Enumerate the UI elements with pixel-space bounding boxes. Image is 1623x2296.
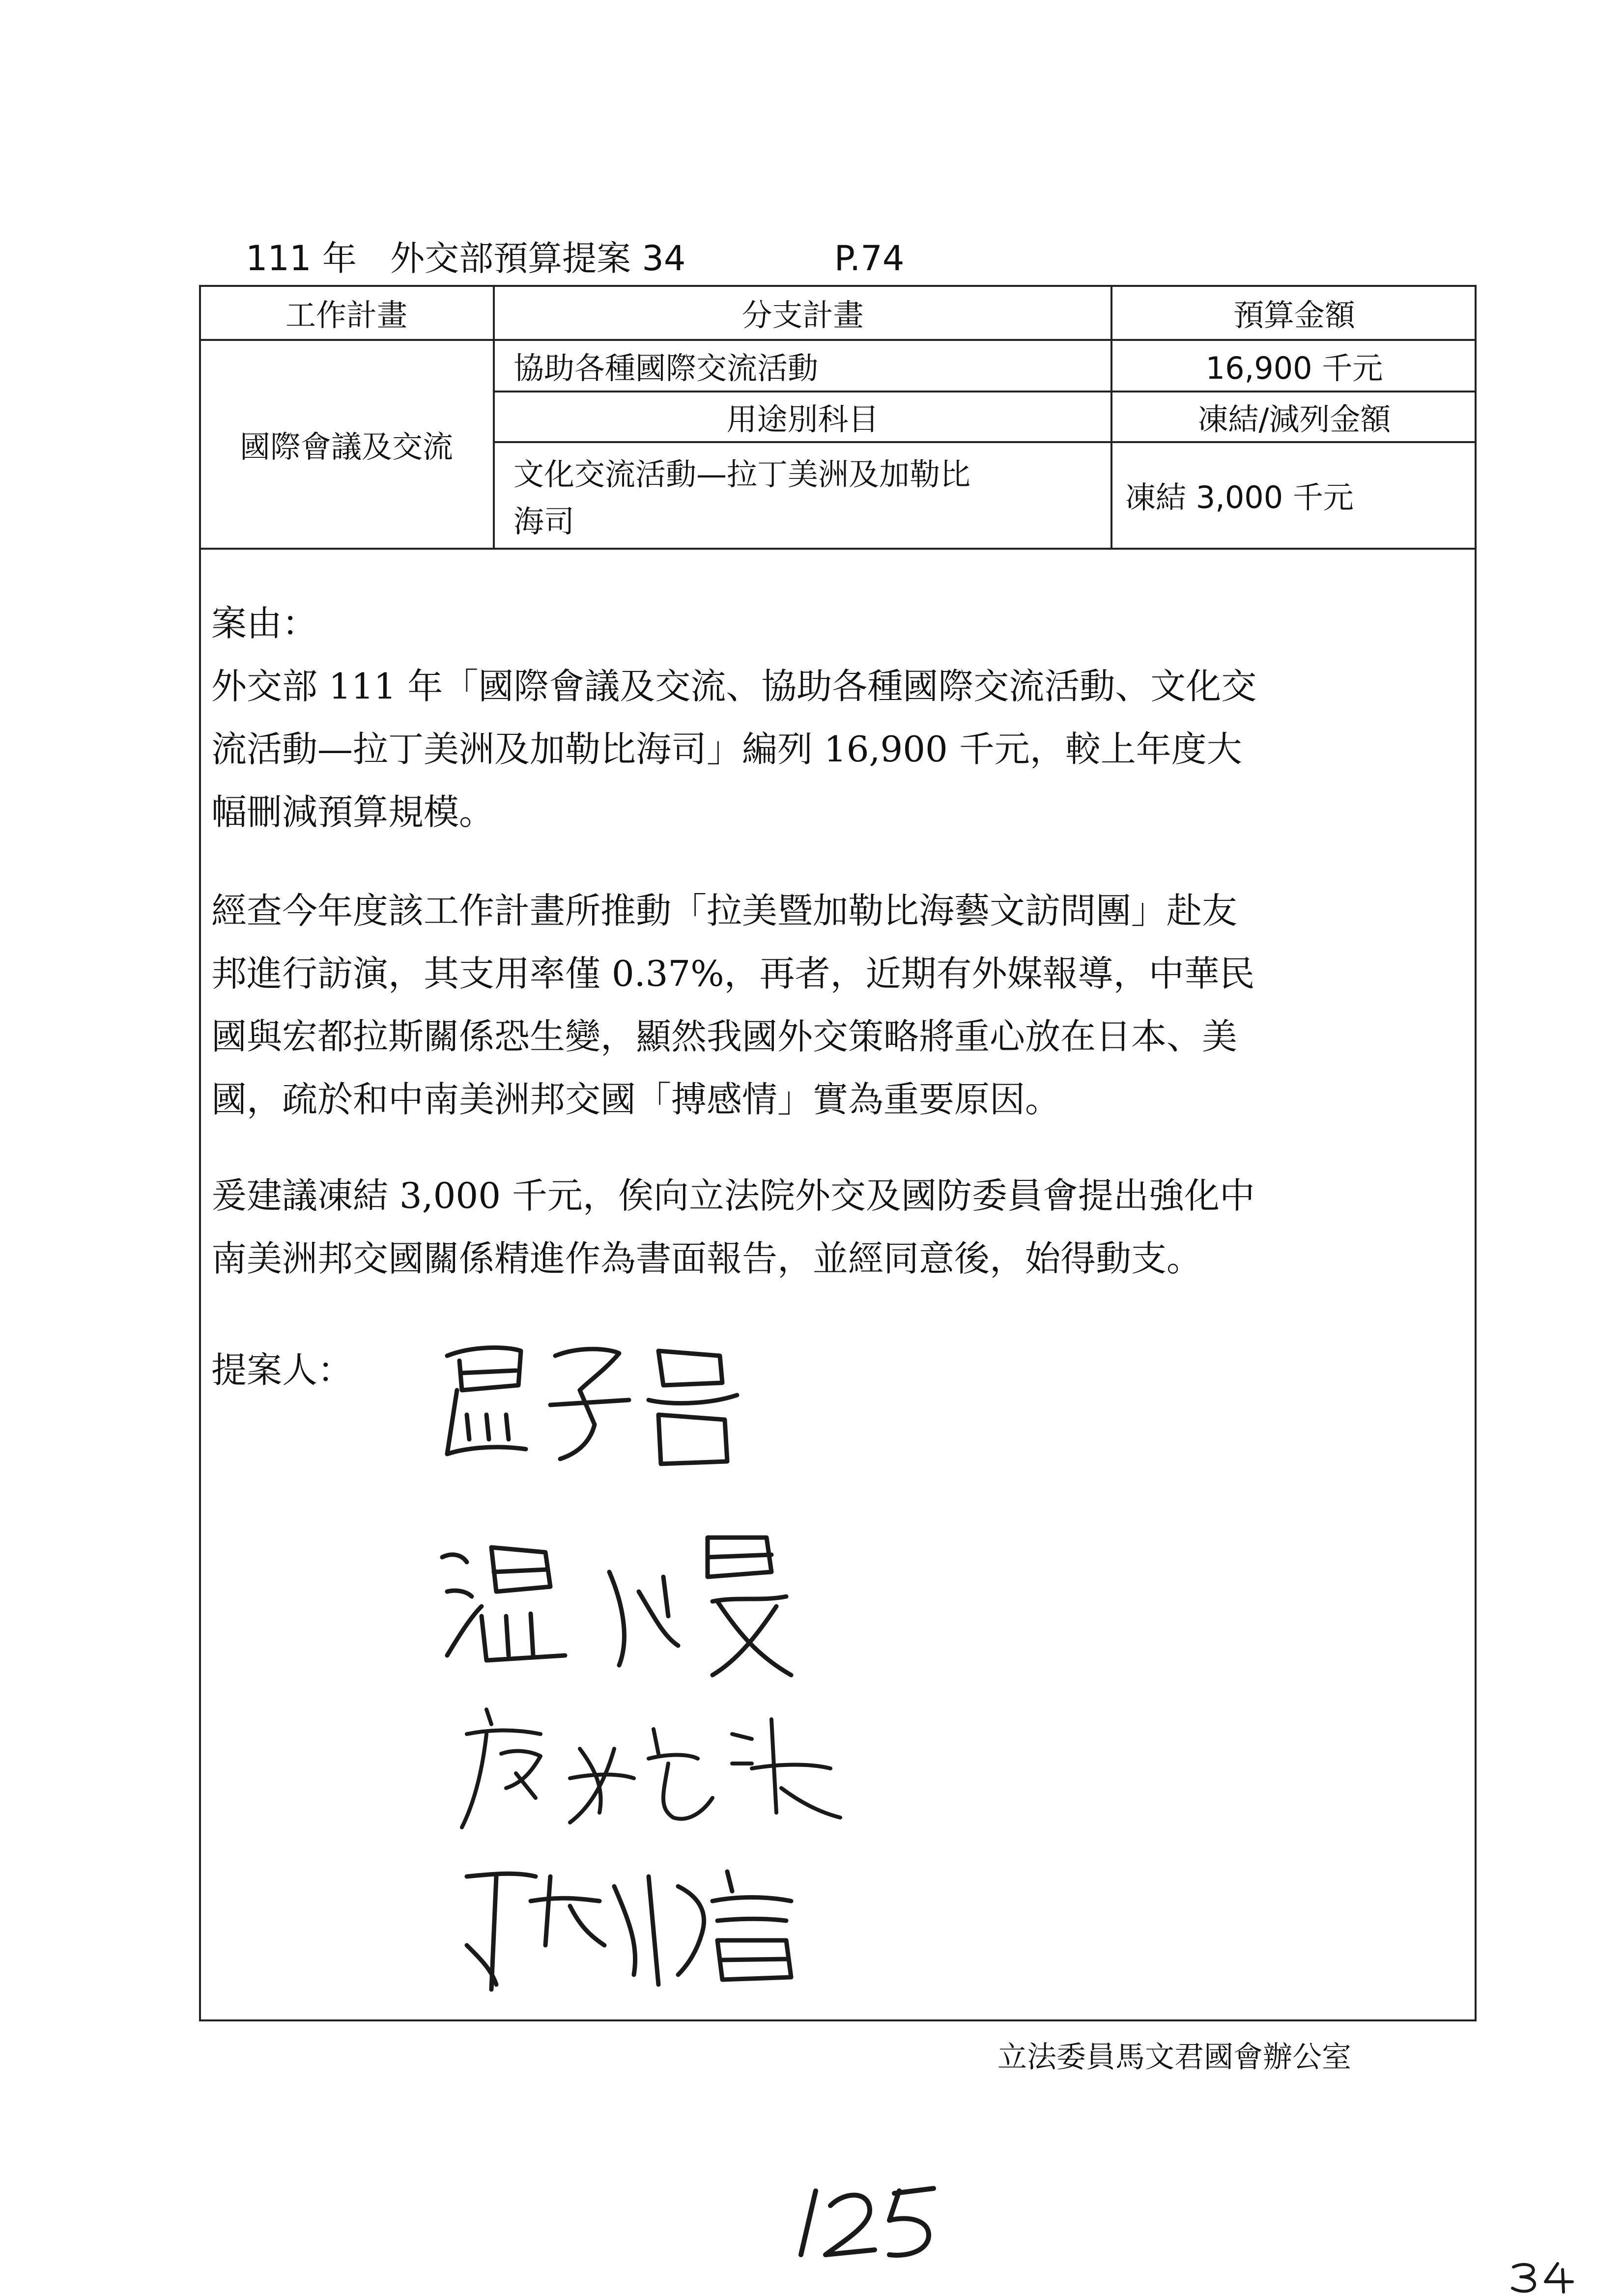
item-line: 文化交流活動—拉丁美洲及加勒比 [513, 456, 971, 492]
office-name: 立法委員馬文君國會辦公室 [997, 2040, 1351, 2074]
col-header-branch-plan: 分支計畫 [741, 297, 864, 333]
signature-image [457, 1690, 850, 1837]
paragraph-line: 流活動—拉丁美洲及加勒比海司」編列 16,900 千元，較上年度大 [211, 728, 1242, 770]
subheader-freeze-cut: 凍結/減列金額 [1197, 401, 1391, 437]
col-header-budget-amount: 預算金額 [1233, 297, 1355, 333]
subheader-item: 用途別科目 [726, 401, 879, 437]
paragraph-line: 幅刪減預算規模。 [211, 791, 495, 833]
item-line: 海司 [513, 504, 575, 539]
paragraph-line: 爰建議凍結 3,000 千元，俟向立法院外交及國防委員會提出強化中 [211, 1175, 1255, 1216]
reason-section [211, 592, 1469, 843]
col-header-work-plan: 工作計畫 [285, 297, 407, 333]
table-divider [199, 548, 1477, 550]
handwritten-corner-number [1509, 2260, 1577, 2296]
header-proposal: 外交部預算提案 34 [390, 238, 686, 279]
paragraph-line: 南美洲邦交國關係精進作為書面報告，並經同意後，始得動支。 [211, 1238, 1202, 1279]
paragraph-line: 國與宏都拉斯關係恐生變，顯然我國外交策略將重心放在日本、美 [211, 1016, 1238, 1057]
signature-image [452, 1847, 894, 1994]
reason-label: 案由： [211, 603, 318, 644]
paragraph-line: 外交部 111 年「國際會議及交流、協助各種國際交流活動、文化交 [211, 666, 1257, 707]
handwritten-page-number [796, 2176, 943, 2267]
header-year: 111 年 [246, 238, 357, 279]
header-page-ref: P.74 [834, 238, 905, 279]
findings-section [211, 879, 1469, 1131]
work-plan-value: 國際會議及交流 [239, 429, 453, 465]
signature-image [432, 1326, 776, 1484]
proposer-label: 提案人： [211, 1349, 353, 1391]
document-header [246, 231, 904, 280]
paragraph-line: 國，疏於和中南美洲邦交國「搏感情」實為重要原因。 [211, 1079, 1061, 1120]
budget-value: 16,900 千元 [1205, 350, 1383, 386]
freeze-value: 凍結 3,000 千元 [1125, 479, 1354, 515]
paragraph-line: 經查今年度該工作計畫所推動「拉美暨加勒比海藝文訪問團」赴友 [211, 890, 1238, 931]
paragraph-line: 邦進行訪演，其支用率僅 0.37%，再者，近期有外媒報導，中華民 [211, 953, 1255, 994]
item-value [513, 451, 1103, 545]
signature-image [432, 1518, 826, 1680]
recommendation-section [211, 1164, 1469, 1290]
branch-plan-value: 協助各種國際交流活動 [513, 350, 819, 386]
